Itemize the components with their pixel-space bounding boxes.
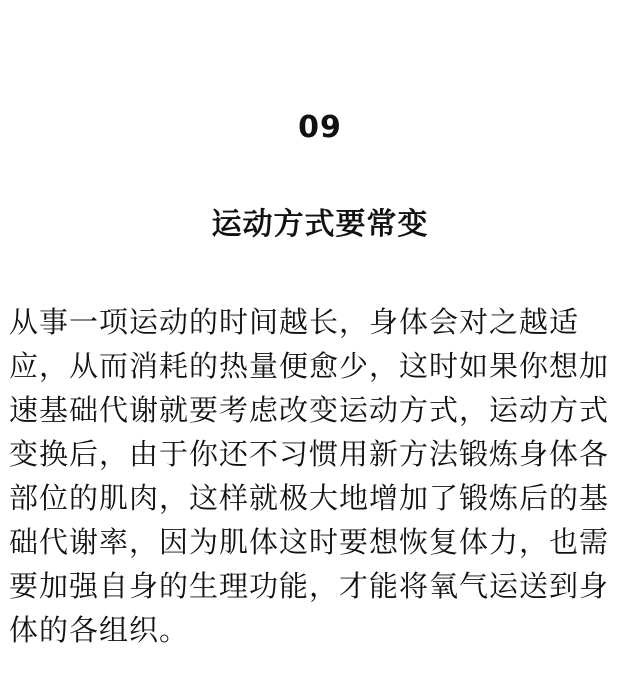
paragraph-line: 应，从而消耗的热量便愈少，这时如果你想加 (9, 349, 610, 383)
paragraph-line: 变换后，由于你还不习惯用新方法锻炼身体各 (9, 437, 610, 471)
paragraph-line: 从事一项运动的时间越长，身体会对之越适 (9, 305, 580, 339)
paragraph-line: 础代谢率，因为肌体这时要想恢复体力，也需 (9, 525, 610, 559)
paragraph-line: 速基础代谢就要考虑改变运动方式，运动方式 (9, 393, 610, 427)
section-number: 09 (298, 110, 342, 145)
body-paragraph (9, 300, 631, 652)
paragraph-line: 要加强自身的生理功能，才能将氧气运送到身 (9, 569, 610, 603)
paragraph-line: 部位的肌肉，这样就极大地增加了锻炼后的基 (9, 481, 610, 515)
section-title: 运动方式要常变 (211, 207, 429, 242)
paragraph-line: 体的各组织。 (9, 613, 190, 647)
